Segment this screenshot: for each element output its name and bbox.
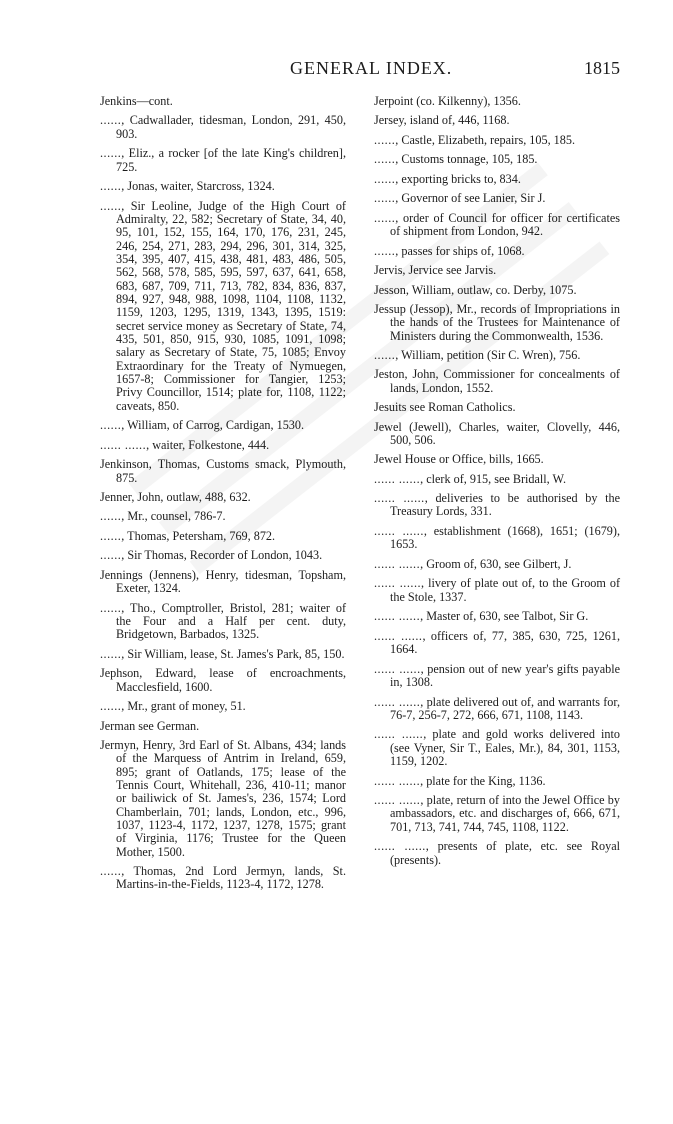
entry-leader: ...... <box>100 699 122 714</box>
entry-text: Jesuits see Roman Catholics. <box>374 400 516 415</box>
entry-leader: ...... <box>100 179 122 194</box>
entry-text: Jenkins—cont. <box>100 94 173 108</box>
entry-leader: ...... ...... <box>374 471 421 486</box>
entry-leader: ...... <box>100 864 122 879</box>
entry-text: , Governor of see Lanier, Sir J. <box>395 191 546 206</box>
entry-leader: ...... ...... <box>100 437 147 452</box>
entry-text: , Thomas, Petersham, 769, 872. <box>121 528 276 543</box>
entry-text: Jesson, William, outlaw, co. Derby, 1075. <box>374 282 577 297</box>
entry-text: Jennings (Jennens), Henry, tidesman, Topsham, Exeter, 1324. <box>100 568 346 596</box>
entry-text: Jersey, island of, 446, 1168. <box>374 113 510 128</box>
entry-leader: ...... <box>100 548 122 563</box>
entry-leader: ...... <box>100 113 122 128</box>
entry-text: , Sir William, lease, St. James's Park, 85, 150. <box>121 646 345 661</box>
index-entry <box>374 696 620 723</box>
entry-text: , clerk of, 915, see Bridall, W. <box>420 471 566 486</box>
entry-text: Jewel (Jewell), Charles, waiter, Clovelly, 446, 500, 506. <box>374 419 620 447</box>
index-entry <box>374 284 620 297</box>
index-entry <box>374 610 620 623</box>
index-entry <box>100 648 346 661</box>
index-entry <box>100 667 346 694</box>
index-entry <box>100 700 346 713</box>
entry-text: Jerman see German. <box>100 718 200 733</box>
index-entry <box>100 720 346 733</box>
index-entry <box>100 510 346 523</box>
entry-leader: ...... <box>374 132 396 147</box>
entry-text: , William, of Carrog, Cardigan, 1530. <box>121 418 305 433</box>
index-entry <box>100 569 346 596</box>
index-entry <box>100 419 346 432</box>
entry-leader: ...... <box>100 418 122 433</box>
entry-leader: ...... <box>100 646 122 661</box>
index-entry <box>374 192 620 205</box>
entry-text: , plate delivered out of, and warrants for, 76-7, 256-7, 272, 666, 671, 1108, 1143. <box>390 694 621 722</box>
entry-text: , pension out of new year's gifts payable in, 1308. <box>390 661 620 689</box>
entry-leader: ...... ...... <box>374 727 424 742</box>
index-entry <box>374 421 620 448</box>
entry-text: , deliveries to be authorised by the Treasury Lords, 331. <box>390 491 621 519</box>
entry-text: , Castle, Elizabeth, repairs, 105, 185. <box>395 132 575 147</box>
entry-leader: ...... ...... <box>374 609 421 624</box>
index-entry <box>374 728 620 768</box>
entry-text: , establishment (1668), 1651; (1679), 1653. <box>390 523 621 552</box>
index-entry <box>374 368 620 395</box>
entry-leader: ...... ...... <box>374 576 422 591</box>
entry-leader: ...... <box>374 210 396 225</box>
entry-text: Jephson, Edward, lease of encroachments, Macclesfield, 1600. <box>100 666 346 694</box>
index-entry <box>374 303 620 343</box>
index-entry <box>100 602 346 642</box>
entry-leader: ...... <box>100 600 122 615</box>
entry-text: Jermyn, Henry, 3rd Earl of St. Albans, 434; lands of the Marquess of Antrim in Ireland, 659, 895; grant of Oatlands, 175; lease of the Tennis Court, Whitehall, 236, 410-11; manor or bailiwick of St. James's, 236, 1574; Lord Chamberlain, 701; lands, London, etc., 996, 1037, 1123-4, 1172, 1237, 1278, 1575; grant of Virginia, 1176; Trustee for the Queen Mother, 1500. <box>100 738 346 859</box>
entry-leader: ...... <box>100 528 122 543</box>
entry-text: Jessup (Jessop), Mr., records of Impropriations in the hands of the Trustees for Maintenance of Ministers during the Commonwealth, 1536. <box>374 301 620 343</box>
entry-text: , Customs tonnage, 105, 185. <box>395 152 538 167</box>
entry-leader: ...... ...... <box>374 773 421 788</box>
entry-text: , Jonas, waiter, Starcross, 1324. <box>121 179 275 194</box>
entry-text: , Mr., grant of money, 51. <box>121 699 246 714</box>
entry-text: , Master of, 630, see Talbot, Sir G. <box>420 609 589 624</box>
index-entry <box>374 114 620 127</box>
entry-leader: ...... <box>100 198 122 213</box>
entry-text: , exporting bricks to, 834. <box>395 171 521 186</box>
index-entry <box>100 739 346 859</box>
left-column <box>100 95 346 898</box>
entry-leader: ...... ...... <box>374 523 424 538</box>
index-entry <box>374 401 620 414</box>
index-entry <box>100 530 346 543</box>
entry-text: , Mr., counsel, 786-7. <box>121 509 226 524</box>
right-column <box>374 95 620 873</box>
entry-leader: ...... ...... <box>374 628 423 643</box>
entry-text: , order of Council for officer for certificates of shipment from London, 942. <box>390 210 620 239</box>
index-entry <box>374 775 620 788</box>
entry-text: Jervis, Jervice see Jarvis. <box>374 263 497 278</box>
index-entry <box>100 180 346 193</box>
entry-text: , Eliz., a rocker [of the late King's children], 725. <box>116 146 346 174</box>
entry-text: , presents of plate, etc. see Royal (presents). <box>390 839 620 867</box>
entry-leader: ...... <box>100 146 122 161</box>
index-entry <box>100 491 346 504</box>
entry-text: Jenkinson, Thomas, Customs smack, Plymouth, 875. <box>100 457 346 485</box>
index-entry <box>374 173 620 186</box>
entry-leader: ...... ...... <box>374 556 421 571</box>
entry-text: Jerpoint (co. Kilkenny), 1356. <box>374 94 521 108</box>
index-entry <box>374 492 620 519</box>
entry-text: , William, petition (Sir C. Wren), 756. <box>395 347 581 362</box>
entry-leader: ...... <box>374 191 396 206</box>
index-entry <box>100 549 346 562</box>
entry-text: , waiter, Folkestone, 444. <box>146 437 270 452</box>
index-entry <box>374 840 620 867</box>
entry-leader: ...... <box>374 152 396 167</box>
index-entry <box>374 525 620 552</box>
index-entry <box>374 794 620 834</box>
index-entry <box>374 245 620 258</box>
entry-text: , plate, return of into the Jewel Office by ambassadors, etc. and discharges of, 666, 671, 701, 713, 741, 744, 745, 1108, 1122. <box>390 793 620 834</box>
index-entry <box>374 473 620 486</box>
index-entry <box>100 458 346 485</box>
index-entry <box>374 153 620 166</box>
running-title: GENERAL INDEX. <box>290 58 453 78</box>
index-entry <box>100 439 346 452</box>
entry-text: , Thomas, 2nd Lord Jermyn, lands, St. Martins-in-the-Fields, 1123-4, 1172, 1278. <box>116 864 346 892</box>
entry-text: Jeston, John, Commissioner for concealments of lands, London, 1552. <box>374 367 620 395</box>
index-entry <box>100 865 346 892</box>
index-entry <box>374 663 620 690</box>
entry-leader: ...... <box>374 347 396 362</box>
index-entry <box>374 577 620 604</box>
entry-leader: ...... <box>374 243 396 258</box>
index-entry <box>100 147 346 174</box>
index-entry <box>100 95 346 108</box>
index-entry <box>374 95 620 108</box>
index-entry <box>374 264 620 277</box>
entry-text: Jewel House or Office, bills, 1665. <box>374 452 544 467</box>
entry-leader: ...... <box>100 509 122 524</box>
page-number: 1815 <box>584 58 620 78</box>
entry-text: , Groom of, 630, see Gilbert, J. <box>420 556 572 571</box>
entry-leader: ...... ...... <box>374 694 421 709</box>
entry-text: , Tho., Comptroller, Bristol, 281; waiter of the Four and a Half per cent. duty, Bridgetown, Barbados, 1325. <box>116 600 346 642</box>
index-entry <box>374 349 620 362</box>
index-entry <box>100 200 346 414</box>
index-entry <box>374 630 620 657</box>
index-entry <box>374 212 620 239</box>
entry-text: , Sir Leoline, Judge of the High Court of Admiralty, 22, 582; Secretary of State, 34, 40, 95, 101, 152, 155, 164, 170, 176, 231, 245, 246, 254, 271, 283, 294, 296, 301, 314, 325, 354, 395, 407, 415, 438, 481, 483, 486, 505, 562, 568, 578, 585, 595, 597, 637, 641, 658, 683, 687, 709, 711, 713, 782, 834, 836, 837, 894, 927, 948, 988, 1098, 1104, 1108, 1132, 1159, 1203, 1295, 1319, 1343, 1395, 1519: secret service money as Secretary of State, 74, 435, 501, 850, 915, 930, 1085, 1091, 1098; salary as Secretary of State, 75, 1085; Envoy Extraordinary for the Treaty of Nymuegen, 1657-8; Commissioner for Tangier, 1253; Privy Councillor, 1514; plate for, 1108, 1122; caveats, 850. <box>116 198 346 413</box>
entry-text: , Sir Thomas, Recorder of London, 1043. <box>121 548 323 563</box>
index-entry <box>100 114 346 141</box>
index-entry <box>374 134 620 147</box>
entry-leader: ...... ...... <box>374 839 426 854</box>
entry-text: , plate and gold works delivered into (see Vyner, Sir T., Eales, Mr.), 84, 301, 1153, 1159, 1202. <box>390 727 620 769</box>
entry-text: , officers of, 77, 385, 630, 725, 1261, 1664. <box>390 628 621 657</box>
entry-text: , Cadwallader, tidesman, London, 291, 450, 903. <box>116 113 346 141</box>
entry-leader: ...... ...... <box>374 661 421 676</box>
entry-text: , passes for ships of, 1068. <box>395 243 525 258</box>
index-entry <box>374 453 620 466</box>
entry-leader: ...... ...... <box>374 491 425 506</box>
entry-text: , plate for the King, 1136. <box>420 773 546 788</box>
entry-leader: ...... ...... <box>374 793 421 808</box>
index-entry <box>374 558 620 571</box>
entry-leader: ...... <box>374 171 396 186</box>
entry-text: , livery of plate out of, to the Groom of the Stole, 1337. <box>390 576 620 604</box>
entry-text: Jenner, John, outlaw, 488, 632. <box>100 490 251 505</box>
page-header <box>100 58 620 82</box>
